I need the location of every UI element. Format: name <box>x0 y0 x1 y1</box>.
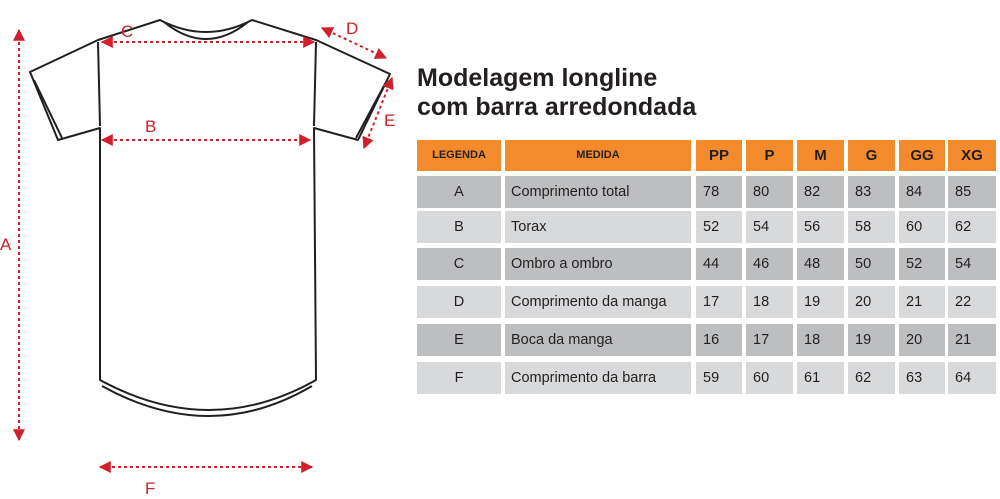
value-cell: 22 <box>948 286 996 318</box>
value-cell: 60 <box>746 362 793 394</box>
value-cell: 19 <box>797 286 844 318</box>
header-measure: MEDIDA <box>505 140 691 171</box>
value-cell: 78 <box>696 176 742 208</box>
header-size: P <box>746 140 793 171</box>
value-cell: 58 <box>848 211 895 243</box>
value-cell: 21 <box>948 324 996 356</box>
value-cell: 46 <box>746 248 793 280</box>
value-cell: 19 <box>848 324 895 356</box>
measure-label-b: B <box>145 117 157 136</box>
measure-cell: Comprimento total <box>505 176 691 208</box>
value-cell: 56 <box>797 211 844 243</box>
value-cell: 83 <box>848 176 895 208</box>
value-cell: 48 <box>797 248 844 280</box>
value-cell: 16 <box>696 324 742 356</box>
value-cell: 82 <box>797 176 844 208</box>
header-size: XG <box>948 140 996 171</box>
legend-cell: E <box>417 324 501 356</box>
header-size: G <box>848 140 895 171</box>
measure-label-f: F <box>145 479 156 498</box>
value-cell: 52 <box>899 248 945 280</box>
value-cell: 44 <box>696 248 742 280</box>
value-cell: 20 <box>899 324 945 356</box>
measure-cell: Comprimento da manga <box>505 286 691 318</box>
tshirt-diagram <box>0 0 410 499</box>
measure-cell: Torax <box>505 211 691 243</box>
legend-cell: C <box>417 248 501 280</box>
measure-label-d: D <box>346 19 359 38</box>
value-cell: 64 <box>948 362 996 394</box>
value-cell: 18 <box>746 286 793 318</box>
measure-cell: Comprimento da barra <box>505 362 691 394</box>
measure-cell: Boca da manga <box>505 324 691 356</box>
value-cell: 62 <box>948 211 996 243</box>
value-cell: 84 <box>899 176 945 208</box>
measure-cell: Ombro a ombro <box>505 248 691 280</box>
value-cell: 21 <box>899 286 945 318</box>
measure-label-e: E <box>384 111 396 130</box>
legend-cell: A <box>417 176 501 208</box>
value-cell: 20 <box>848 286 895 318</box>
value-cell: 85 <box>948 176 996 208</box>
value-cell: 17 <box>696 286 742 318</box>
page-title <box>417 64 696 122</box>
value-cell: 54 <box>948 248 996 280</box>
legend-cell: B <box>417 211 501 243</box>
title-line-1: Modelagem longline <box>417 64 658 92</box>
value-cell: 50 <box>848 248 895 280</box>
value-cell: 61 <box>797 362 844 394</box>
value-cell: 62 <box>848 362 895 394</box>
value-cell: 52 <box>696 211 742 243</box>
value-cell: 63 <box>899 362 945 394</box>
value-cell: 59 <box>696 362 742 394</box>
header-size: GG <box>899 140 945 171</box>
tshirt-outline <box>30 20 390 416</box>
header-legend: LEGENDA <box>417 140 501 171</box>
header-size: M <box>797 140 844 171</box>
value-cell: 18 <box>797 324 844 356</box>
legend-cell: D <box>417 286 501 318</box>
legend-cell: F <box>417 362 501 394</box>
value-cell: 60 <box>899 211 945 243</box>
measure-label-a: A <box>0 235 12 254</box>
header-size: PP <box>696 140 742 171</box>
title-line-2: com barra arredondada <box>417 93 697 121</box>
value-cell: 80 <box>746 176 793 208</box>
value-cell: 17 <box>746 324 793 356</box>
value-cell: 54 <box>746 211 793 243</box>
measure-label-c: C <box>121 22 134 41</box>
